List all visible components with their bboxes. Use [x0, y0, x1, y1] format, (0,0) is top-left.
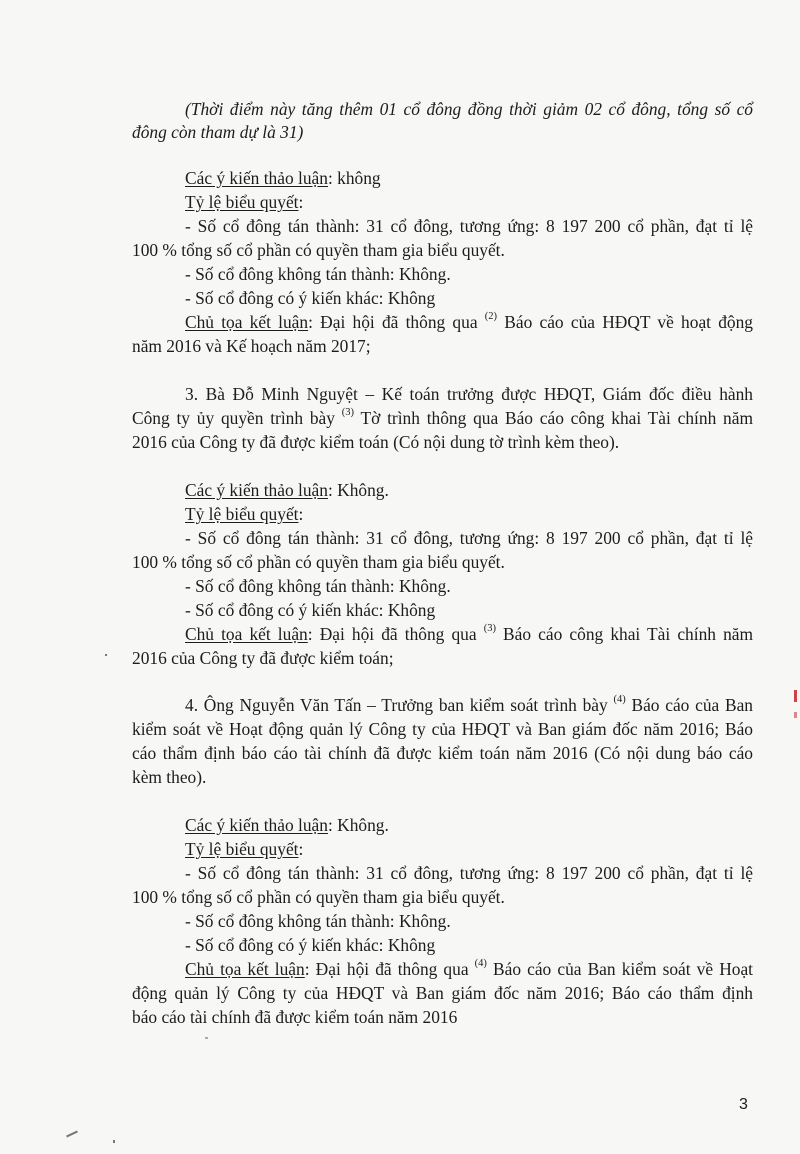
item4-paragraph-line: kiểm soát về Hoạt động quản lý Công ty của HĐQT và Ban giám đốc năm 2016; Báo: [132, 719, 753, 739]
disapprove-line: - Số cổ đông không tán thành: Không.: [185, 911, 451, 931]
other-opinion-line: - Số cổ đông có ý kiến khác: Không: [185, 288, 436, 308]
disapprove-line: - Số cổ đông không tán thành: Không.: [185, 576, 451, 596]
item4-paragraph-line: kèm theo).: [132, 767, 207, 787]
reference-mark: (2): [484, 311, 498, 323]
chair-conclusion-line: 2016 của Công ty đã được kiểm toán;: [132, 648, 394, 668]
scan-speck: [105, 654, 107, 656]
approve-line: 100 % tổng số cổ phần có quyền tham gia biểu quyết.: [132, 240, 505, 260]
other-opinion-line: - Số cổ đông có ý kiến khác: Không: [185, 600, 436, 620]
approve-line: - Số cổ đông tán thành: 31 cổ đông, tương ứng: 8 197 200 cổ phần, đạt tỉ lệ: [185, 863, 753, 883]
discussion-label: Các ý kiến thảo luận: [185, 168, 328, 188]
chair-conclusion-line: động quản lý Công ty của HĐQT và Ban giám đốc năm 2016; Báo cáo thẩm định: [132, 983, 753, 1003]
item3-paragraph-line: 3. Bà Đỗ Minh Nguyệt – Kế toán trưởng được HĐQT, Giám đốc điều hành: [185, 384, 753, 404]
page-number: 3: [739, 1096, 748, 1113]
edge-mark: [794, 712, 797, 718]
discussion-value: không: [332, 168, 381, 188]
chair-conclusion-line: báo cáo tài chính đã được kiểm toán năm 2016: [132, 1007, 458, 1027]
reference-mark: (4): [474, 958, 487, 970]
edge-mark: [794, 690, 797, 702]
reference-mark: (3): [483, 623, 496, 635]
discussion-line: Các ý kiến thảo luận: Không.: [185, 815, 389, 835]
intro-note-line: (Thời điểm này tăng thêm 01 cổ đông đồng thời giảm 02 cổ đông, tổng số cổ: [185, 99, 753, 119]
item3-paragraph-line: Công ty ủy quyền trình bày $^{(3)}$ Tờ trình thông qua Báo cáo công khai Tài chính năm: [132, 407, 753, 428]
chair-conclusion-line: Chủ tọa kết luận: Đại hội đã thông qua $^{(3)}$ Báo cáo công khai Tài chính năm: [185, 623, 754, 644]
disapprove-line: - Số cổ đông không tán thành: Không.: [185, 264, 451, 284]
approve-line: - Số cổ đông tán thành: 31 cổ đông, tương ứng: 8 197 200 cổ phần, đạt tỉ lệ: [185, 528, 753, 548]
reference-mark: (3): [341, 407, 354, 419]
chair-conclusion-line: Chủ tọa kết luận: Đại hội đã thông qua $^{(2)}$ Báo cáo của HĐQT về hoạt động: [185, 311, 754, 332]
item4-paragraph-line: cáo thẩm định báo cáo tài chính đã được kiểm toán năm 2016 (Có nội dung báo cáo: [132, 743, 753, 763]
item4-paragraph-line: 4. Ông Nguyễn Văn Tấn – Trưởng ban kiểm soát trình bày $^{(4)}$ Báo cáo của Ban: [185, 694, 754, 715]
reference-mark: (4): [613, 694, 626, 706]
chair-conclusion-line: năm 2016 và Kế hoạch năm 2017;: [132, 336, 371, 356]
scan-speck: [113, 1140, 115, 1143]
approve-line: 100 % tổng số cổ phần có quyền tham gia biểu quyết.: [132, 552, 505, 572]
item3-paragraph-line: 2016 của Công ty đã được kiểm toán (Có nội dung tờ trình kèm theo).: [132, 432, 620, 452]
intro-note-line: đông còn tham dự là 31): [132, 122, 304, 142]
vote-ratio-heading: Tỷ lệ biểu quyết:: [185, 192, 304, 212]
chair-conclusion-line: Chủ tọa kết luận: Đại hội đã thông qua $^{(4)}$ Báo cáo của Ban kiểm soát về Hoạt: [185, 958, 754, 979]
vote-ratio-heading: Tỷ lệ biểu quyết:: [185, 504, 304, 524]
approve-line: 100 % tổng số cổ phần có quyền tham gia biểu quyết.: [132, 887, 505, 907]
vote-ratio-heading: Tỷ lệ biểu quyết:: [185, 839, 304, 859]
discussion-line: Các ý kiến thảo luận: không: [185, 168, 381, 188]
approve-line: - Số cổ đông tán thành: 31 cổ đông, tương ứng: 8 197 200 cổ phần, đạt tỉ lệ: [185, 216, 753, 236]
scan-speck: [205, 1037, 208, 1039]
other-opinion-line: - Số cổ đông có ý kiến khác: Không: [185, 935, 436, 955]
discussion-line: Các ý kiến thảo luận: Không.: [185, 480, 389, 500]
scan-speck: [66, 1131, 78, 1138]
